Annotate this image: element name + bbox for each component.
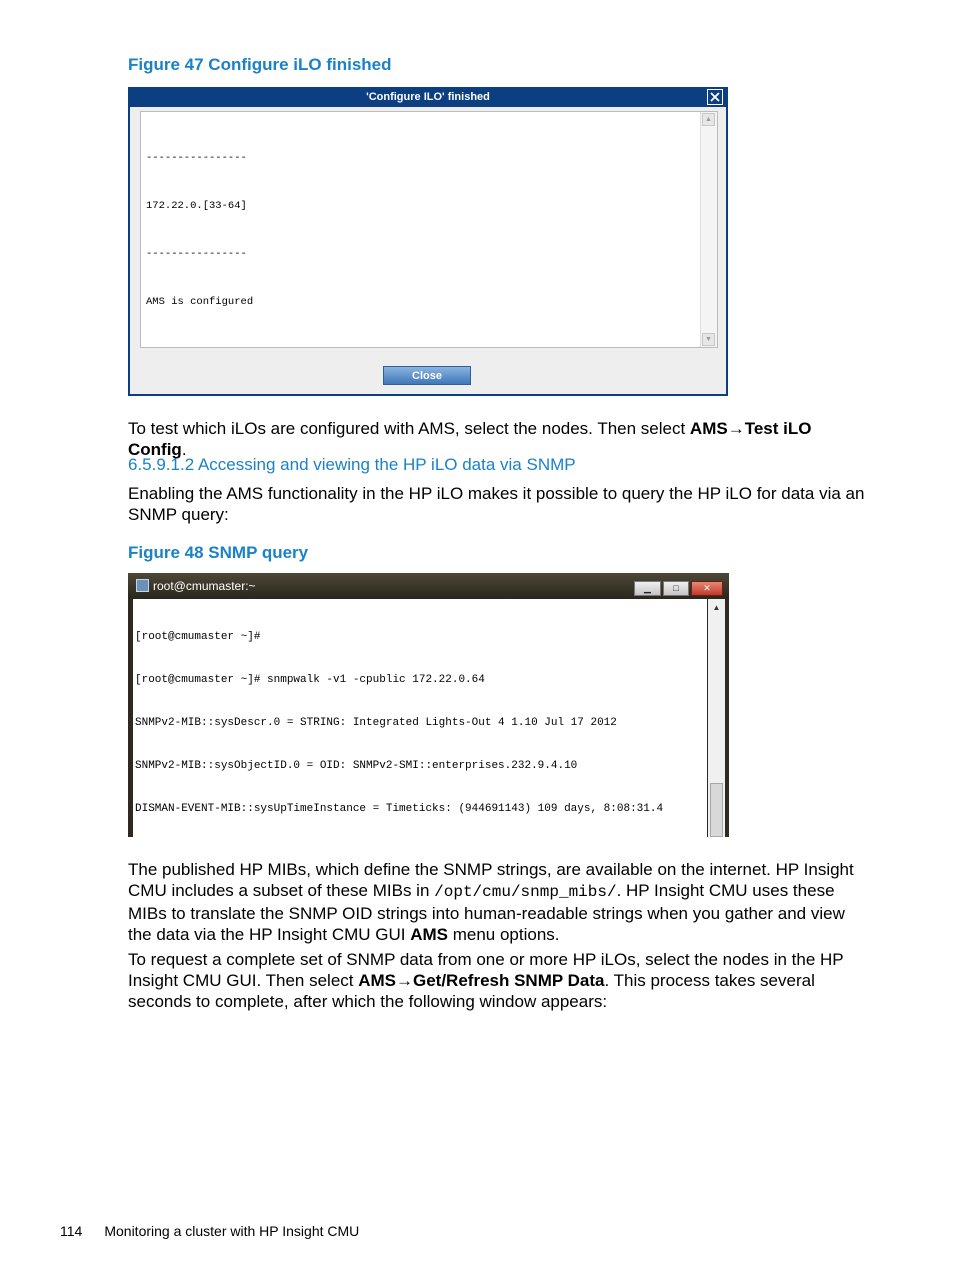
dialog-scrollbar[interactable]	[700, 112, 717, 347]
output-line: 172.22.0.[33-64]	[146, 200, 247, 212]
close-button[interactable]: Close	[383, 366, 471, 385]
terminal-screen[interactable]	[133, 599, 707, 837]
close-icon[interactable]	[707, 89, 723, 105]
paragraph-request-snmp: To request a complete set of SNMP data from one or more HP iLOs, select the nodes in the HP Insight CMU GUI. Then select AMS→Get/Refresh SNMP Data. This process takes several seconds to complete, after which the following window appears:	[128, 950, 844, 1011]
terminal-output	[135, 601, 663, 837]
terminal-title: root@cmumaster:~	[153, 579, 256, 593]
terminal-scrollbar[interactable]	[708, 599, 725, 837]
page-footer	[60, 1223, 359, 1239]
terminal-titlebar	[128, 573, 729, 599]
section-heading: 6.5.9.1.2 Accessing and viewing the HP iLO data via SNMP	[128, 455, 576, 474]
minimize-button[interactable]: ▁	[634, 581, 661, 596]
scroll-up-icon[interactable]: ▲	[712, 603, 721, 612]
paragraph-test-ilo: To test which iLOs are configured with AMS, select the nodes. Then select AMS→Test iLO Config.	[128, 419, 812, 459]
output-line: AMS is configured	[146, 296, 254, 308]
paragraph-published-mibs: The published HP MIBs, which define the SNMP strings, are available on the internet. HP Insight CMU includes a subset of these MIBs in /opt/cmu/snmp_mibs/. HP Insight CMU uses these MIBs to translate the SNMP OID strings into human-readable strings when you gather and view the data via the HP Insight CMU GUI AMS menu options.	[128, 860, 854, 944]
dialog-body	[130, 107, 726, 394]
terminal-line: [root@cmumaster ~]# snmpwalk -v1 -cpublic 172.22.0.64	[135, 673, 485, 686]
scroll-up-icon[interactable]: ▲	[702, 113, 715, 126]
dialog-output-text	[146, 118, 253, 342]
scroll-down-icon[interactable]: ▼	[702, 333, 715, 346]
chapter-title: Monitoring a cluster with HP Insight CMU	[104, 1223, 360, 1239]
scrollbar-thumb[interactable]	[710, 783, 723, 837]
terminal-line: DISMAN-EVENT-MIB::sysUpTimeInstance = Timeticks: (944691143) 109 days, 8:08:31.4	[135, 802, 664, 815]
dialog-output-area[interactable]	[140, 111, 718, 348]
page-number: 114	[60, 1223, 83, 1239]
terminal-line: SNMPv2-MIB::sysObjectID.0 = OID: SNMPv2-SMI::enterprises.232.9.4.10	[135, 759, 578, 772]
maximize-button[interactable]: □	[663, 581, 689, 596]
output-line: ----------------	[146, 152, 247, 164]
paragraph-snmp-intro: Enabling the AMS functionality in the HP iLO makes it possible to query the HP iLO for data via an SNMP query:	[128, 484, 865, 524]
figure-47-caption: Figure 47 Configure iLO finished	[128, 55, 392, 74]
putty-icon	[136, 579, 149, 592]
terminal-line: SNMPv2-MIB::sysDescr.0 = STRING: Integrated Lights-Out 4 1.10 Jul 17 2012	[135, 716, 617, 729]
configure-ilo-dialog	[128, 87, 728, 396]
dialog-title: 'Configure ILO' finished	[366, 91, 490, 103]
output-line: ----------------	[146, 248, 247, 260]
terminal-line: [root@cmumaster ~]#	[135, 630, 261, 643]
figure-48-caption: Figure 48 SNMP query	[128, 543, 309, 562]
close-button[interactable]: ✕	[691, 581, 723, 596]
terminal-window	[128, 573, 729, 837]
